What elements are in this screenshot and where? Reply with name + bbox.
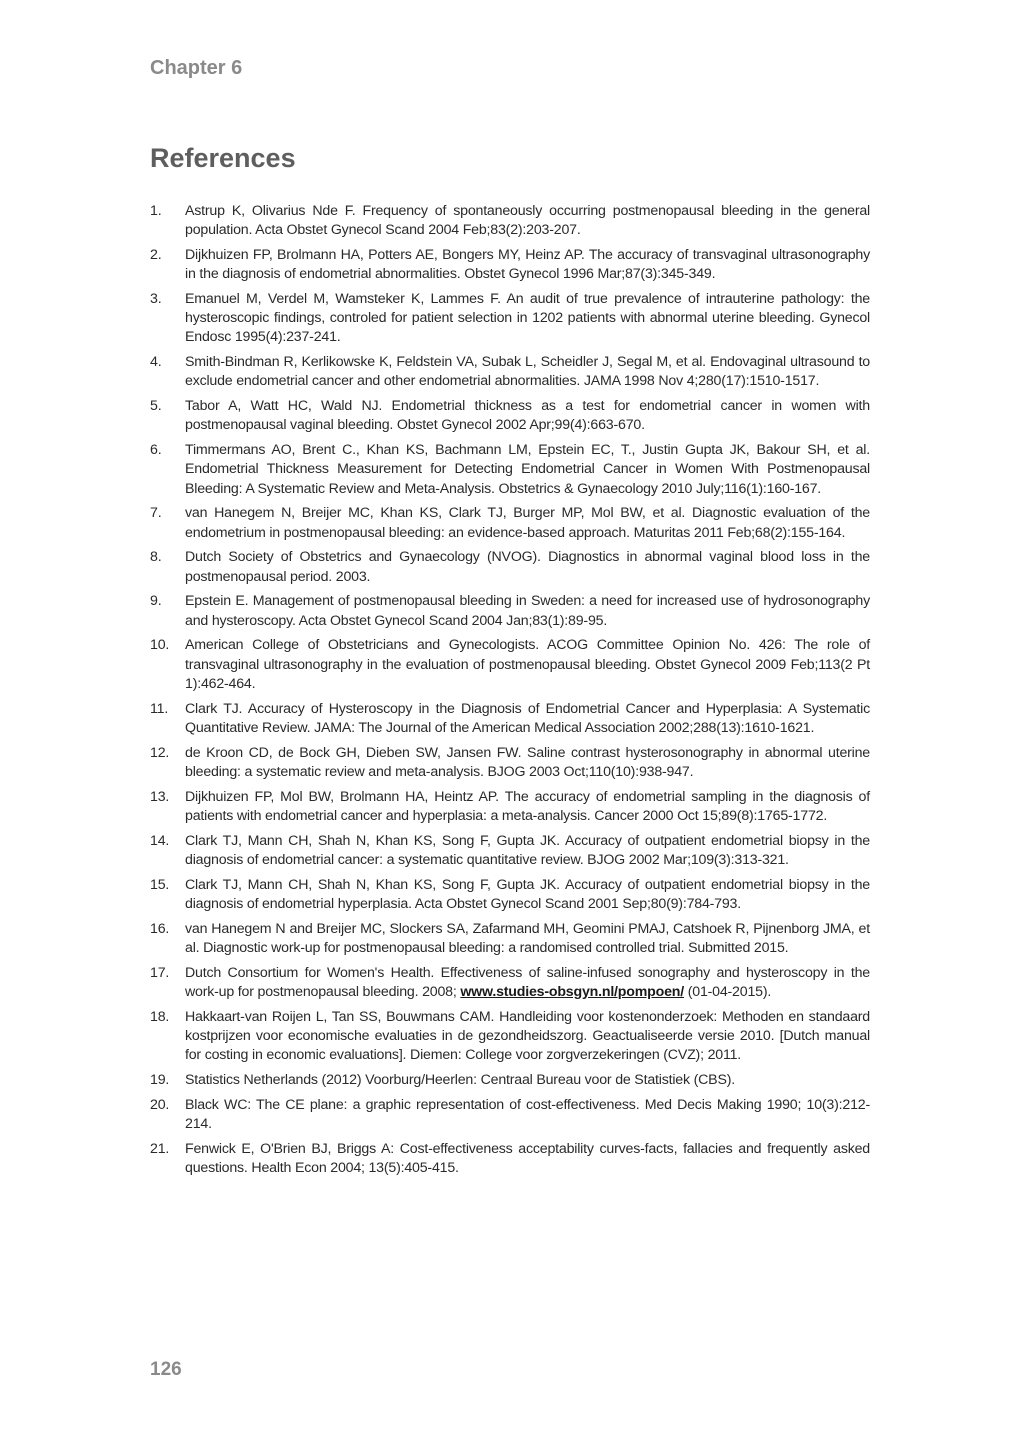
- reference-number: 13.: [150, 788, 170, 805]
- reference-item: [150, 353, 870, 391]
- reference-number: 17.: [150, 964, 170, 981]
- reference-text: Smith-Bindman R, Kerlikowske K, Feldstein VA, Subak L, Scheidler J, Segal M, et al. Endovaginal ultrasound to exclude endometrial cancer and other endometrial abnormalities. JAMA 1998 Nov 4;280(17):1510-1517.: [185, 354, 870, 390]
- reference-item: [150, 1008, 870, 1066]
- reference-text: Fenwick E, O'Brien BJ, Briggs A: Cost-effectiveness acceptability curves-facts, fallacies and frequently asked questions. Health Econ 2004; 13(5):405-415.: [185, 1140, 870, 1176]
- reference-text-after-link: (01-04-2015).: [683, 983, 772, 1000]
- reference-text: Astrup K, Olivarius Nde F. Frequency of spontaneously occurring postmenopausal bleeding in the general population. Acta Obstet Gynecol Scand 2004 Feb;83(2):203-207.: [185, 203, 870, 239]
- reference-number: 7.: [150, 505, 162, 522]
- page-number: 126: [150, 1359, 182, 1380]
- section-title: References: [150, 143, 296, 173]
- reference-number: 11.: [150, 700, 169, 717]
- reference-text: Clark TJ, Mann CH, Shah N, Khan KS, Song F, Gupta JK. Accuracy of outpatient endometrial biopsy in the diagnosis of endometrial cancer: a systematic quantitative review. BJOG 2002 Mar;109(3):313-321.: [185, 832, 870, 868]
- reference-number: 9.: [150, 593, 162, 610]
- reference-text-before-link: Dutch Consortium for Women's Health. Effectiveness of saline-infused sonography and hysteroscopy in the work-up for postmenopausal bleeding. 2008;: [185, 964, 870, 1000]
- reference-number: 8.: [150, 549, 162, 566]
- reference-text: Hakkaart-van Roijen L, Tan SS, Bouwmans CAM. Handleiding voor kostenonderzoek: Methoden en standaard kostprijzen voor economische evaluaties in de gezondheidszorg. Geactualiseerde versie 2010. [Dutch manual for costing in economic evaluations]. Diemen: College voor zorgverzekeringen (CVZ); 2011.: [185, 1008, 870, 1064]
- reference-text: de Kroon CD, de Bock GH, Dieben SW, Jansen FW. Saline contrast hysterosonography in abnormal uterine bleeding: a systematic review and meta-analysis. BJOG 2003 Oct;110(10):938-947.: [185, 744, 870, 780]
- reference-text: van Hanegem N and Breijer MC, Slockers SA, Zafarmand MH, Geomini PMAJ, Catshoek R, Pijnenborg JMA, et al. Diagnostic work-up for postmenopausal bleeding: a randomised controlled trial. Submitted 2015.: [185, 920, 870, 956]
- reference-text: American College of Obstetricians and Gynecologists. ACOG Committee Opinion No. 426: The role of transvaginal ultrasonography in the evaluation of postmenopausal bleeding. Obstet Gynecol 2009 Feb;113(2 Pt 1):462-464.: [185, 637, 870, 692]
- reference-text: Dijkhuizen FP, Mol BW, Brolmann HA, Heintz AP. The accuracy of endometrial sampling in the diagnosis of patients with endometrial cancer and hyperplasia: a meta-analysis. Cancer 2000 Oct 15;89(8):1765-1772.: [185, 788, 870, 824]
- reference-number: 16.: [150, 920, 170, 937]
- reference-text: Dutch Society of Obstetrics and Gynaecology (NVOG). Diagnostics in abnormal vaginal blood loss in the postmenopausal period. 2003.: [185, 549, 870, 585]
- reference-number: 20.: [150, 1096, 170, 1113]
- pompoen-study-link[interactable]: www.studies-obsgyn.nl/pompoen/: [460, 983, 684, 1000]
- reference-number: 4.: [150, 354, 162, 371]
- reference-item: [150, 1071, 870, 1090]
- reference-item: [150, 744, 870, 782]
- reference-item: [150, 700, 870, 738]
- reference-text: Epstein E. Management of postmenopausal bleeding in Sweden: a need for increased use of hydrosonography and hysteroscopy. Acta Obstet Gynecol Scand 2004 Jan;83(1):89-95.: [185, 593, 870, 629]
- reference-number: 21.: [150, 1140, 170, 1157]
- reference-number: 3.: [150, 291, 162, 307]
- reference-text: Clark TJ. Accuracy of Hysteroscopy in the Diagnosis of Endometrial Cancer and Hyperplasia: A Systematic Quantitative Review. JAMA: The Journal of the American Medical Association 2002;288(13):1610-1621.: [185, 700, 870, 736]
- reference-item: [150, 504, 870, 542]
- running-head: Chapter 6: [150, 57, 243, 79]
- reference-text: Black WC: The CE plane: a graphic representation of cost-effectiveness. Med Decis Making 1990; 10(3):212-214.: [185, 1096, 870, 1132]
- reference-text: Dijkhuizen FP, Brolmann HA, Potters AE, Bongers MY, Heinz AP. The accuracy of transvaginal ultrasonography in the diagnosis of endometrial abnormalities. Obstet Gynecol 1996 Mar;87(3):345-349.: [185, 247, 870, 283]
- reference-number: 12.: [150, 744, 170, 761]
- reference-item: [150, 290, 870, 348]
- reference-item: [150, 636, 870, 694]
- reference-text: Emanuel M, Verdel M, Wamsteker K, Lammes F. An audit of true prevalence of intrauterine pathology: the hysteroscopic findings, controled for patient selection in 1202 patients with abnormal uterine bleeding. Gynecol Endosc 1995(4):237-241.: [185, 291, 870, 346]
- reference-number: 6.: [150, 442, 162, 459]
- reference-item: [150, 876, 870, 914]
- reference-item: [150, 548, 870, 586]
- reference-item: [150, 397, 870, 435]
- reference-list: [150, 202, 870, 1184]
- reference-number: 10.: [150, 637, 170, 654]
- reference-number: 2.: [150, 247, 162, 263]
- reference-item: [150, 832, 870, 870]
- reference-item: [150, 246, 870, 284]
- reference-number: 14.: [150, 832, 170, 849]
- reference-text: van Hanegem N, Breijer MC, Khan KS, Clark TJ, Burger MP, Mol BW, et al. Diagnostic evaluation of the endometrium in postmenopausal bleeding: an evidence-based approach. Maturitas 2011 Feb;68(2):155-164.: [185, 505, 870, 541]
- reference-text: [185, 964, 870, 1002]
- reference-text: Timmermans AO, Brent C., Khan KS, Bachmann LM, Epstein EC, T., Justin Gupta JK, Bakour SH, et al. Endometrial Thickness Measurement for Detecting Endometrial Cancer in Women With Postmenopausal Bleeding: A Systematic Review and Meta-Analysis. Obstetrics & Gynaecology 2010 July;116(1):160-167.: [185, 442, 870, 497]
- reference-text: Tabor A, Watt HC, Wald NJ. Endometrial thickness as a test for endometrial cancer in women with postmenopausal vaginal bleeding. Obstet Gynecol 2002 Apr;99(4):663-670.: [185, 398, 870, 434]
- reference-number: 18.: [150, 1008, 170, 1025]
- reference-item: [150, 202, 870, 240]
- reference-number: 15.: [150, 876, 170, 893]
- reference-item: [150, 964, 870, 1002]
- reference-text: Statistics Netherlands (2012) Voorburg/Heerlen: Centraal Bureau voor de Statistiek (CBS).: [185, 1071, 735, 1088]
- reference-text: Clark TJ, Mann CH, Shah N, Khan KS, Song F, Gupta JK. Accuracy of outpatient endometrial biopsy in the diagnosis of endometrial hyperplasia. Acta Obstet Gynecol Scand 2001 Sep;80(9):784-793.: [185, 876, 870, 912]
- reference-item: [150, 1096, 870, 1134]
- reference-item: [150, 1140, 870, 1178]
- reference-item: [150, 441, 870, 499]
- reference-number: 19.: [150, 1071, 170, 1088]
- reference-number: 1.: [150, 203, 162, 219]
- reference-item: [150, 920, 870, 958]
- reference-number: 5.: [150, 398, 162, 415]
- reference-item: [150, 788, 870, 826]
- reference-item: [150, 592, 870, 630]
